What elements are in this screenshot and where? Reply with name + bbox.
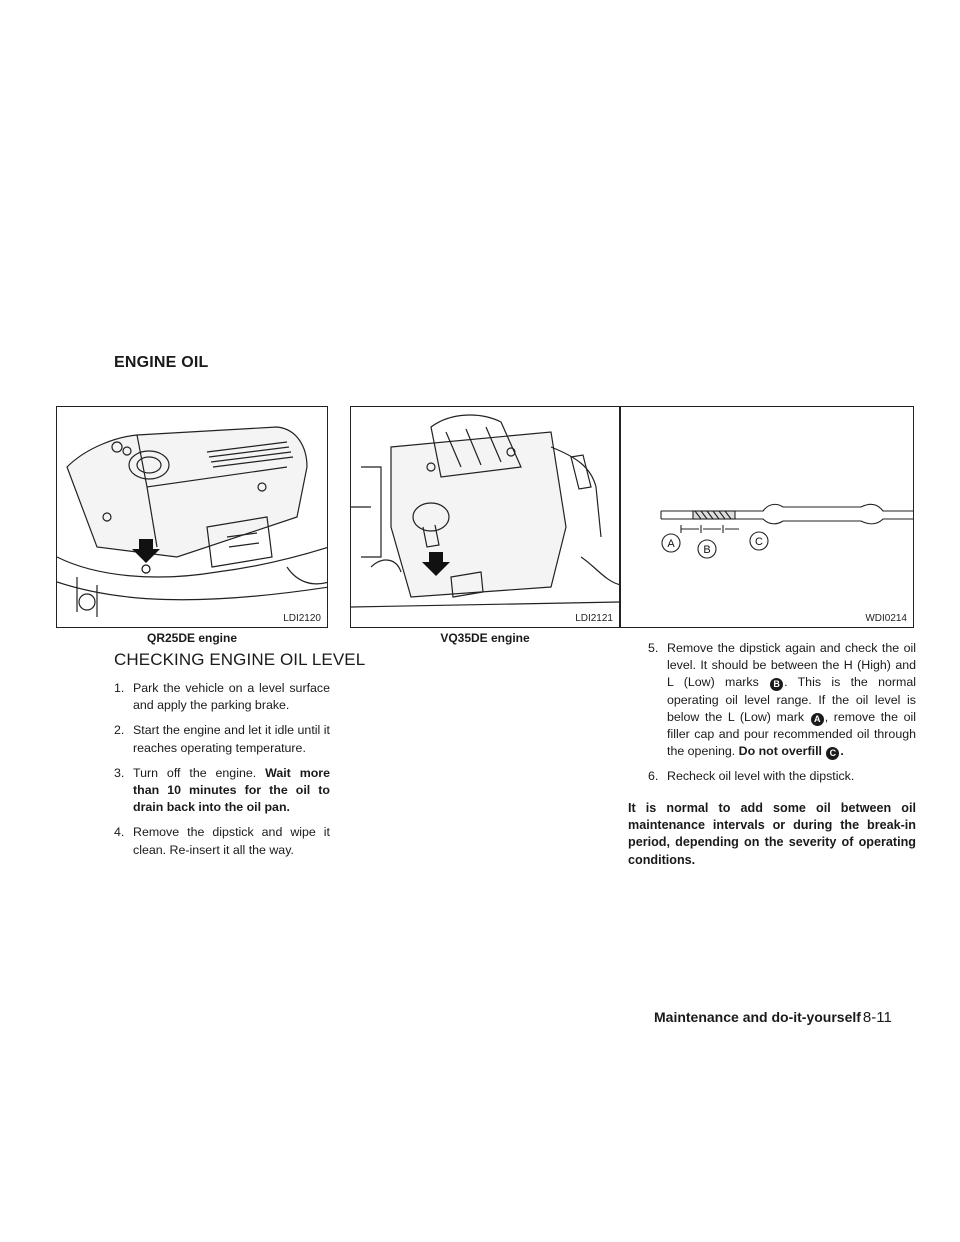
step-end: . — [840, 744, 844, 759]
callout-c-icon: C — [826, 747, 839, 760]
step-text: Turn off the engine. — [133, 765, 266, 780]
engine-illustration-vq35de — [351, 407, 620, 628]
step-number: 5. — [648, 641, 659, 655]
page-number: 8-11 — [862, 1009, 892, 1026]
step-warning: Wait more than 10 minutes for the oil to drain back into the oil pan. — [133, 765, 330, 815]
figure-qr25de-engine — [56, 406, 328, 628]
step-number: 3. — [114, 765, 125, 780]
step-item — [114, 680, 330, 714]
page-footer — [654, 1009, 892, 1026]
figure-caption: QR25DE engine — [146, 631, 238, 645]
footer-section: Maintenance and do-it-yourself — [654, 1009, 861, 1025]
label-b: B — [703, 544, 711, 556]
figure-code: WDI0214 — [865, 613, 907, 624]
subheading: CHECKING ENGINE OIL LEVEL — [114, 650, 366, 669]
step-warning: Do not overfill — [738, 744, 826, 759]
step-text: . This is the normal operating oil level range. If the oil level is below the L (Low) mark — [667, 675, 916, 724]
step-item — [114, 722, 330, 756]
figure-vq35de-engine — [350, 406, 620, 628]
step-text: , remove the oil filler cap and pour recommended oil through the opening. — [667, 709, 916, 759]
step-number: 2. — [114, 723, 125, 738]
figure-caption: VQ35DE engine — [440, 631, 530, 645]
step-item — [648, 640, 916, 760]
callout-b-icon: B — [770, 678, 783, 691]
step-item — [114, 765, 330, 817]
important-note: It is normal to add some oil between oil maintenance intervals or during the break-in period, depending on the severity of operating conditions. — [628, 801, 916, 867]
step-item — [114, 824, 330, 858]
step-text: Recheck oil level with the dipstick. — [667, 769, 855, 784]
figure-dipstick — [620, 406, 914, 628]
step-number: 4. — [114, 825, 125, 840]
steps-column-right — [648, 640, 916, 794]
step-text: Remove the dipstick and wipe it clean. Re-insert it all the way. — [133, 825, 330, 857]
step-text: Start the engine and let it idle until it reaches operating temperature. — [133, 723, 330, 755]
step-item — [648, 768, 916, 785]
label-a: A — [667, 538, 675, 550]
step-text: Remove the dipstick again and check the oil level. It should be between the H (High) and L (Low) marks — [667, 641, 916, 690]
label-c: C — [755, 536, 763, 548]
engine-illustration-qr25de — [57, 407, 328, 628]
callout-a-icon: A — [811, 713, 824, 726]
figure-code: LDI2121 — [575, 613, 613, 624]
step-number: 1. — [114, 681, 125, 695]
step-number: 6. — [648, 769, 659, 784]
steps-column-left — [114, 680, 330, 867]
figure-code: LDI2120 — [283, 613, 321, 624]
dipstick-illustration — [621, 407, 914, 628]
step-text: Park the vehicle on a level surface and apply the parking brake. — [133, 681, 330, 713]
section-title: ENGINE OIL — [114, 354, 209, 371]
